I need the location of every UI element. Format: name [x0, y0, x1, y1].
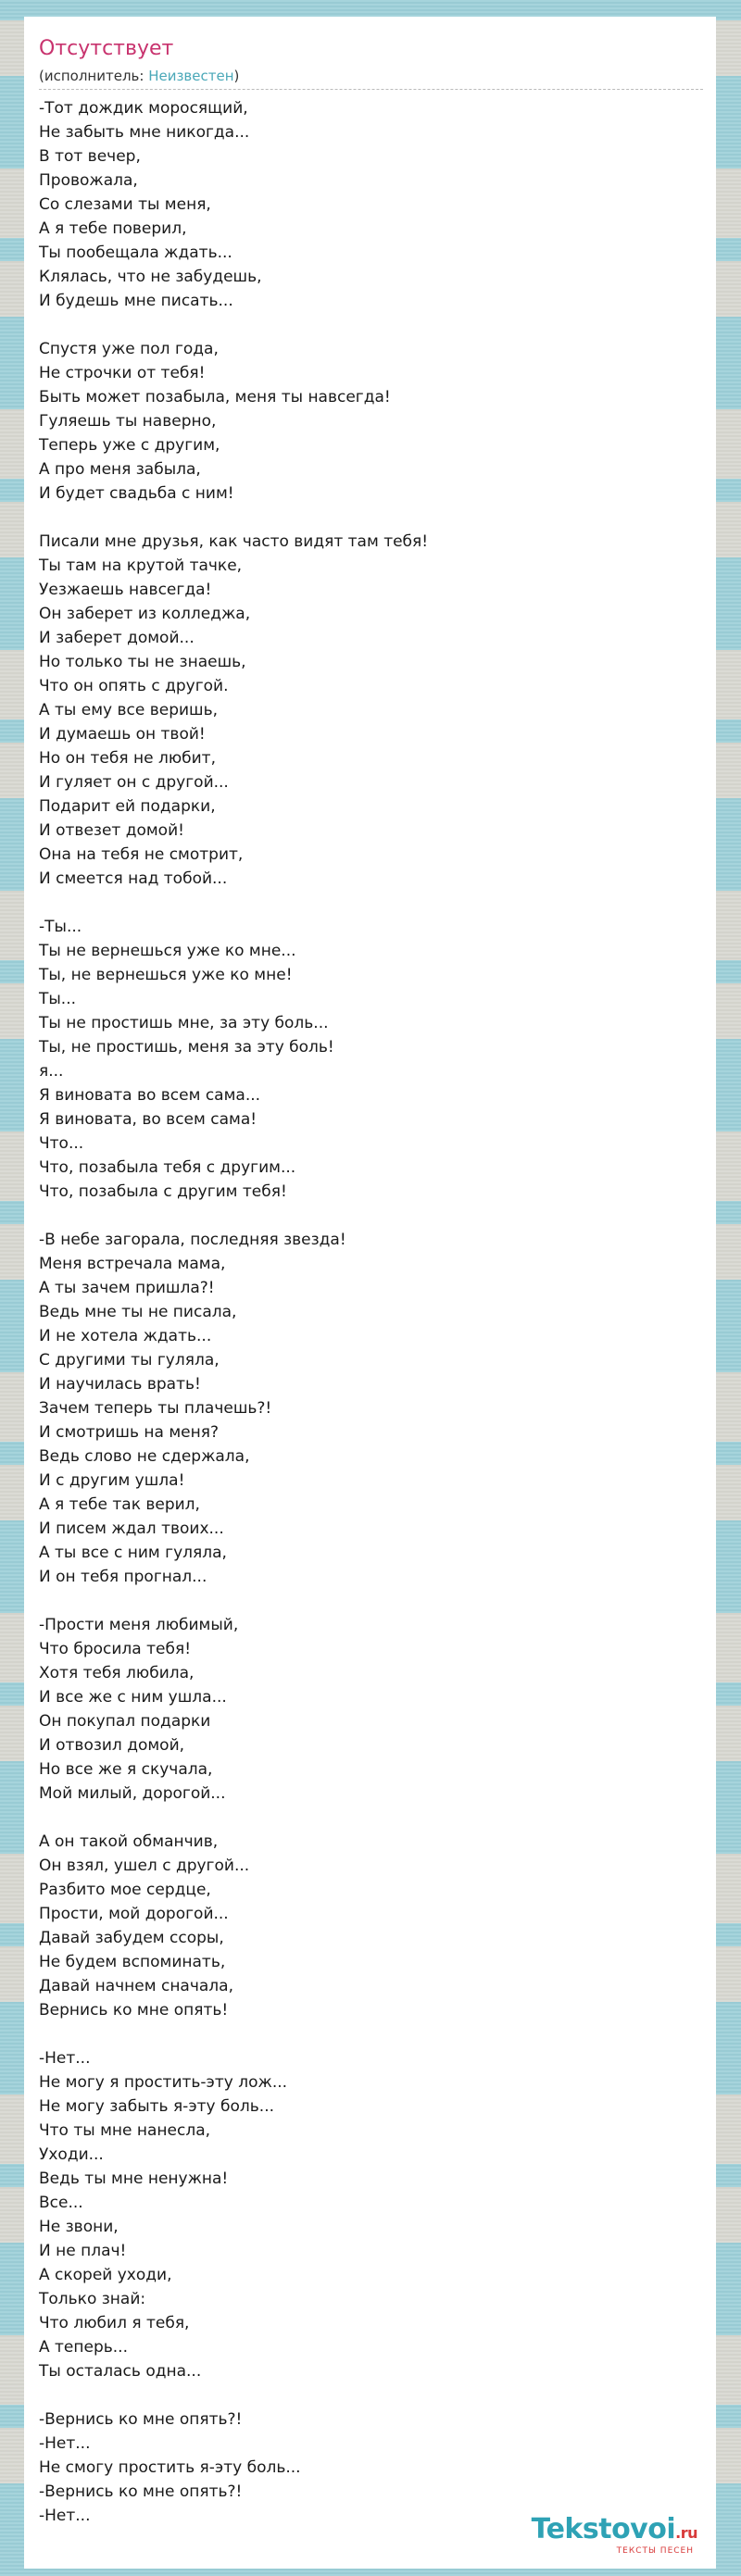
lyric-line: Со слезами ты меня,	[39, 195, 211, 214]
lyrics-verse	[39, 337, 687, 506]
lyrics-verse	[39, 2407, 687, 2528]
lyric-line: Она на тебя не смотрит,	[39, 845, 244, 864]
lyric-line: Ты осталась одна...	[39, 2362, 202, 2381]
lyric-line: С другими ты гуляла,	[39, 1351, 220, 1369]
lyric-line: Ведь ты мне ненужна!	[39, 2170, 229, 2188]
lyric-line: А теперь...	[39, 2338, 128, 2357]
lyric-line: -Прости меня любимый,	[39, 1616, 239, 1634]
lyric-line: Не будем вспоминать,	[39, 1953, 226, 1971]
lyric-line: Не строчки от тебя!	[39, 364, 206, 382]
lyric-line: Ведь мне ты не писала,	[39, 1303, 237, 1321]
artist-line	[39, 68, 239, 84]
lyric-line: И научилась врать!	[39, 1375, 201, 1394]
lyric-line: я...	[39, 1062, 64, 1081]
lyric-line: Не могу забыть я-эту боль...	[39, 2097, 274, 2116]
lyric-line: Не звони,	[39, 2218, 119, 2236]
lyric-line: В тот вечер,	[39, 147, 141, 166]
lyric-line: И не хотела ждать...	[39, 1327, 212, 1345]
lyric-line: А про меня забыла,	[39, 460, 201, 479]
lyric-line: Хотя тебя любила,	[39, 1664, 195, 1682]
lyric-line: А он такой обманчив,	[39, 1832, 219, 1851]
lyric-line: Давай начнем сначала,	[39, 1977, 233, 1995]
title-divider	[39, 89, 703, 90]
lyric-line: Не могу я простить-эту лож...	[39, 2073, 288, 2092]
lyric-line: Я виновата во всем сама...	[39, 1086, 261, 1105]
lyric-line: Ты пообещала ждать...	[39, 244, 232, 262]
lyric-line: -Вернись ко мне опять?!	[39, 2482, 243, 2501]
lyric-line: И отвезет домой!	[39, 821, 184, 840]
lyric-line: Но только ты не знаешь,	[39, 653, 246, 671]
lyric-line: -Вернись ко мне опять?!	[39, 2410, 243, 2429]
lyric-line: Он заберет из колледжа,	[39, 605, 251, 623]
lyric-line: Все...	[39, 2194, 83, 2212]
lyric-line: Он взял, ушел с другой...	[39, 1857, 250, 1875]
lyric-line: Гуляешь ты наверно,	[39, 412, 217, 431]
lyric-line: А ты зачем пришла?!	[39, 1279, 215, 1297]
lyric-line: Он покупал подарки	[39, 1712, 211, 1731]
lyric-line: Что, позабыла с другим тебя!	[39, 1182, 287, 1201]
logo-wordmark	[532, 2515, 697, 2548]
song-title: Отсутствует	[39, 37, 174, 60]
lyrics-verse	[39, 1613, 687, 1806]
lyric-line: Что...	[39, 1134, 84, 1153]
site-logo[interactable]	[532, 2515, 697, 2556]
artist-prefix: (исполнитель:	[39, 68, 149, 84]
lyric-line: И заберет домой...	[39, 629, 195, 647]
lyric-line: И будет свадьба с ним!	[39, 484, 234, 503]
lyric-line: Я виновата, во всем сама!	[39, 1110, 257, 1129]
lyric-line: Прости, мой дорогой...	[39, 1905, 229, 1923]
lyric-line: Подарит ей подарки,	[39, 797, 216, 816]
lyric-line: -Нет...	[39, 2434, 91, 2453]
lyric-line: И смотришь на меня?	[39, 1423, 219, 1442]
lyric-line: Уезжаешь навсегда!	[39, 581, 212, 599]
lyric-line: И с другим ушла!	[39, 1471, 185, 1490]
lyric-line: И гуляет он с другой...	[39, 773, 229, 792]
lyric-line: Ты, не вернешься уже ко мне!	[39, 966, 293, 984]
lyrics-card	[24, 17, 716, 2569]
lyric-line: Ты...	[39, 990, 77, 1008]
lyric-line: Только знай:	[39, 2290, 146, 2308]
logo-tagline: ТЕКСТЫ ПЕСЕН	[616, 2546, 694, 2556]
lyric-line: Что он опять с другой.	[39, 677, 229, 695]
lyrics-verse	[39, 2046, 687, 2383]
lyric-line: И будешь мне писать...	[39, 292, 233, 310]
lyric-line: Давай забудем ссоры,	[39, 1929, 224, 1947]
lyric-line: И смеется над тобой...	[39, 869, 228, 888]
lyric-line: Не забыть мне никогда...	[39, 123, 250, 142]
lyric-line: Что, позабыла тебя с другим...	[39, 1158, 296, 1177]
lyric-line: -Нет...	[39, 2049, 91, 2068]
lyric-line: Ты не вернешься уже ко мне...	[39, 942, 296, 960]
artist-link[interactable]: Неизвестен	[148, 68, 234, 84]
lyric-line: И все же с ним ушла...	[39, 1688, 227, 1707]
lyric-line: Провожала,	[39, 171, 138, 190]
lyric-line: Мой милый, дорогой...	[39, 1784, 226, 1803]
lyrics-body	[39, 96, 687, 2528]
lyrics-verse	[39, 1830, 687, 2022]
lyric-line: Писали мне друзья, как часто видят там тебя!	[39, 532, 429, 551]
lyric-line: Ведь слово не сдержала,	[39, 1447, 250, 1466]
lyric-line: И думаешь он твой!	[39, 725, 206, 744]
lyric-line: Быть может позабыла, меня ты навсегда!	[39, 388, 391, 406]
lyric-line: -Ты...	[39, 918, 82, 936]
lyric-line: -Нет...	[39, 2507, 91, 2525]
lyric-line: Что любил я тебя,	[39, 2314, 190, 2332]
lyric-line: Ты, не простишь, меня за эту боль!	[39, 1038, 334, 1057]
lyric-line: Не смогу простить я-эту боль...	[39, 2458, 301, 2477]
lyric-line: Но он тебя не любит,	[39, 749, 216, 768]
lyric-line: Зачем теперь ты плачешь?!	[39, 1399, 272, 1418]
lyric-line: Но все же я скучала,	[39, 1760, 213, 1779]
lyric-line: Ты не простишь мне, за эту боль...	[39, 1014, 329, 1032]
lyric-line: Спустя уже пол года,	[39, 340, 219, 358]
lyrics-verse	[39, 530, 687, 891]
logo-tld: .ru	[675, 2524, 697, 2542]
lyric-line: А скорей уходи,	[39, 2266, 172, 2284]
lyrics-verse	[39, 96, 687, 313]
lyric-line: И писем ждал твоих...	[39, 1519, 224, 1538]
logo-name: Tekstovoi	[531, 2513, 676, 2545]
lyric-line: Разбито мое сердце,	[39, 1881, 211, 1899]
lyric-line: Что бросила тебя!	[39, 1640, 192, 1658]
lyric-line: И не плач!	[39, 2242, 127, 2260]
lyric-line: -Тот дождик моросящий,	[39, 99, 248, 118]
lyric-line: И отвозил домой,	[39, 1736, 185, 1755]
lyric-line: А ты все с ним гуляла,	[39, 1544, 227, 1562]
lyric-line: Что ты мне нанесла,	[39, 2121, 211, 2140]
lyrics-verse	[39, 915, 687, 1204]
lyric-line: А я тебе так верил,	[39, 1495, 200, 1514]
lyric-line: Уходи...	[39, 2145, 104, 2164]
lyric-line: -В небе загорала, последняя звезда!	[39, 1231, 346, 1249]
lyric-line: И он тебя прогнал...	[39, 1568, 207, 1586]
lyric-line: Теперь уже с другим,	[39, 436, 220, 455]
lyric-line: Ты там на крутой тачке,	[39, 556, 243, 575]
lyric-line: Меня встречала мама,	[39, 1255, 226, 1273]
lyric-line: Вернись ко мне опять!	[39, 2001, 229, 2020]
artist-suffix: )	[233, 68, 240, 84]
lyrics-verse	[39, 1228, 687, 1589]
lyric-line: А ты ему все веришь,	[39, 701, 219, 719]
lyric-line: Клялась, что не забудешь,	[39, 268, 262, 286]
lyric-line: А я тебе поверил,	[39, 219, 187, 238]
